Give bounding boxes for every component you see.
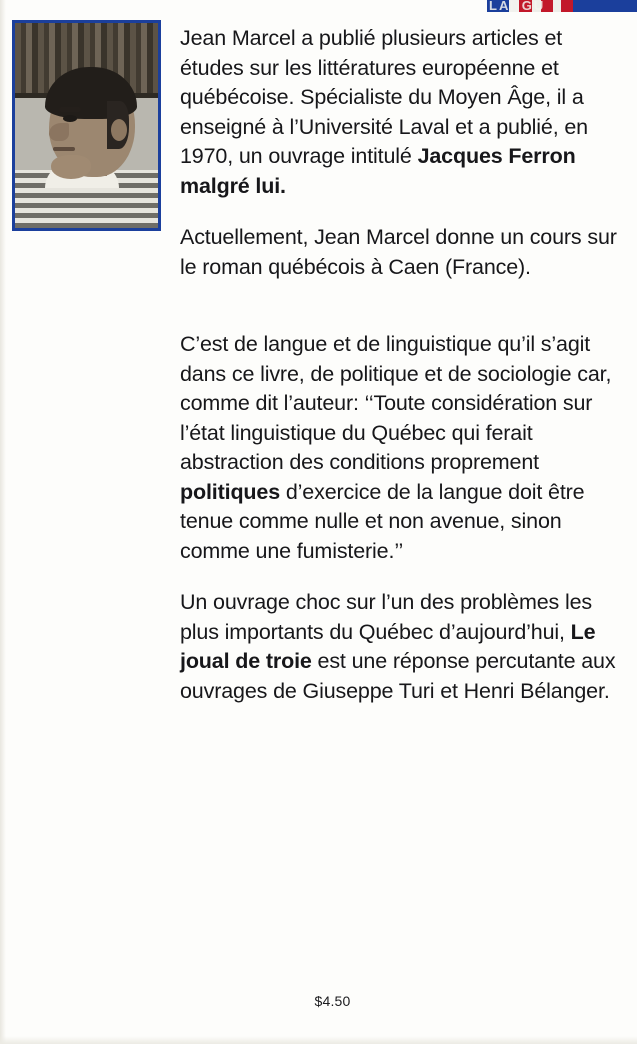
author-photo-image: [15, 23, 158, 228]
author-photo: [12, 20, 161, 231]
paragraph-subject-quote: [180, 330, 618, 566]
price-value: $4.50: [314, 993, 351, 1009]
text-run-subject-quote-0: C’est de langue et de linguistique qu’il s’agit dans ce livre, de politique et de sociologie car, comme dit l’auteur: ‘‘Toute considération sur l’état linguistique du Québec qui ferait abstraction des conditions proprement: [180, 332, 612, 474]
photo-ear: [111, 119, 127, 141]
text-run-bio-1: Jacques Ferron malgré lui.: [180, 144, 576, 198]
text-run-conclusion-2: est une réponse percutante aux ouvrages de Giuseppe Turi et Henri Bélanger.: [180, 649, 616, 703]
photo-chin: [51, 155, 91, 179]
text-run-subject-quote-2: d’exercice de la langue doit être tenue comme nulle et non avenue, sinon comme une fumisterie.’’: [180, 479, 585, 563]
photo-nose: [49, 123, 69, 141]
paragraph-bio: [180, 24, 618, 201]
page-edge-shadow-left: [0, 0, 6, 1044]
text-run-subject-quote-1: politiques: [180, 479, 281, 504]
text-run-current-activity-0: Actuellement, Jean Marcel donne un cours sur le roman québécois à Caen (France).: [180, 225, 617, 279]
spine-partial-letters: LANGU: [489, 0, 546, 12]
text-run-conclusion-0: Un ouvrage choc sur l’un des problèmes les plus importants du Québec d’aujourd’hui,: [180, 590, 592, 644]
paragraph-conclusion: [180, 588, 618, 706]
back-cover-text: [180, 24, 618, 706]
text-run-conclusion-1: Le joual de troie: [180, 619, 596, 673]
adjacent-cover-color-bars: [0, 0, 637, 12]
photo-mouth: [53, 147, 75, 151]
price-line: [0, 993, 637, 1009]
paragraph-current-activity: [180, 223, 618, 282]
page-edge-shadow-bottom: [0, 1036, 637, 1044]
photo-eyebrow: [59, 107, 81, 112]
text-run-bio-0: Jean Marcel a publié plusieurs articles et études sur les littératures européenne et québécoise. Spécialiste du Moyen Âge, il a enseigné à l’Université Laval et a publié, en 1970, un ouvrage intitulé: [180, 26, 588, 168]
photo-eye: [63, 115, 77, 122]
